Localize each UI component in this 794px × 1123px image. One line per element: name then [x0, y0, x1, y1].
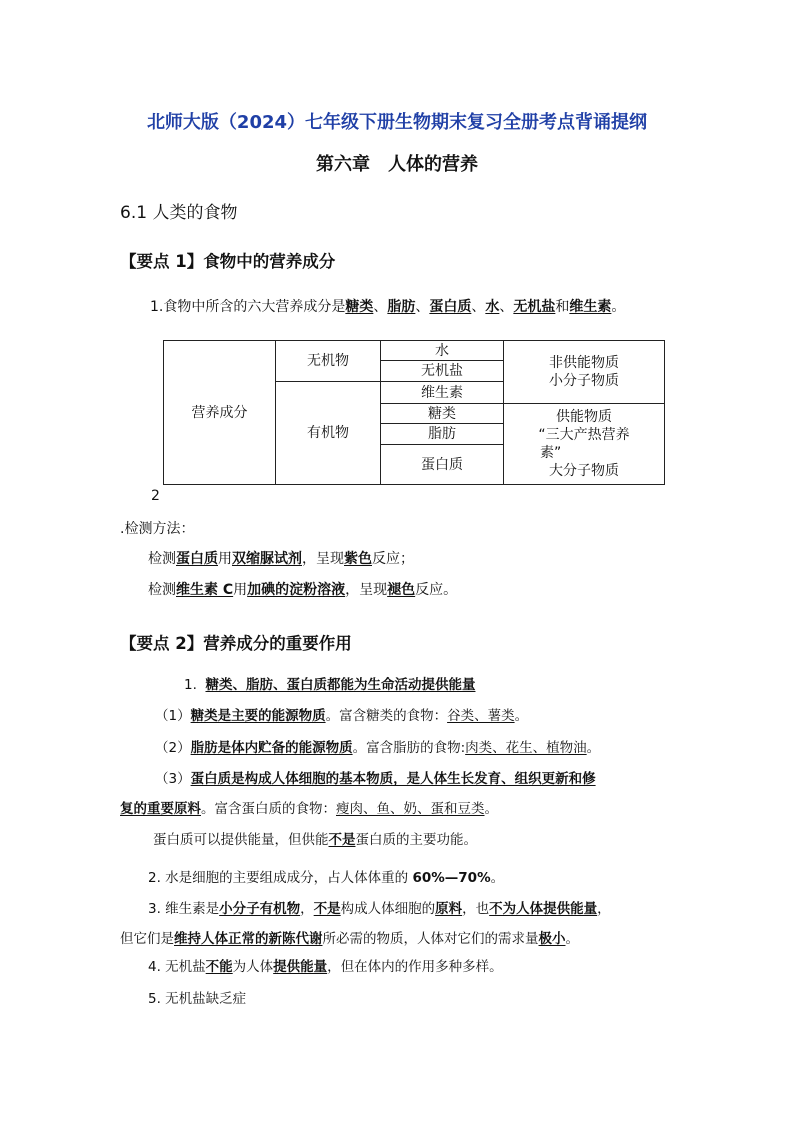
- list-number: （3）: [155, 771, 191, 787]
- cell-carbs: 糖类: [381, 404, 504, 424]
- water-line: [148, 866, 504, 886]
- fats-foods: 肉类、花生、植物油: [465, 740, 587, 756]
- not-term: 不是: [313, 901, 341, 917]
- list-number: （2）: [155, 740, 191, 756]
- protein-role: 蛋白质是构成人体细胞的基本物质，是人体生长发育、组织更新和修: [190, 771, 596, 787]
- text: 。: [565, 931, 579, 947]
- not-term: 不是: [328, 832, 356, 848]
- energy-nutrients-text: 糖类、脂肪、蛋白质都能为生命活动提供能量: [205, 677, 476, 693]
- text: 。: [586, 740, 601, 756]
- text: 。: [490, 870, 505, 886]
- nutrient-vitamins: 维生素: [569, 299, 612, 315]
- text: 用: [233, 582, 248, 598]
- key-point-2-heading: 【要点 2】营养成分的重要作用: [120, 634, 352, 653]
- separator: 、: [415, 299, 430, 315]
- cell-energy: [504, 404, 665, 485]
- provide-energy-term: 提供能量: [273, 959, 328, 975]
- text: 为人体: [232, 959, 274, 975]
- text: 反应。: [415, 582, 458, 598]
- text: 检测: [148, 582, 176, 598]
- text: 构成人体细胞的: [340, 901, 436, 917]
- energy-label: 供能物质: [556, 409, 612, 425]
- nutrition-table: [163, 340, 665, 485]
- vitamins-line-cont: [120, 927, 579, 947]
- nutrient-fats: 脂肪: [387, 299, 416, 315]
- text: 。: [484, 801, 498, 817]
- text: 。富含糖类的食物：: [325, 708, 448, 724]
- large-molecule-label: 大分子物质: [549, 463, 619, 479]
- very-small-term: 极小: [538, 931, 566, 947]
- cell-root: 营养成分: [164, 341, 276, 485]
- document-title: 北师大版（2024）七年级下册生物期末复习全册考点背诵提纲: [146, 112, 648, 133]
- text: 用: [218, 551, 232, 567]
- separator: 、: [471, 299, 486, 315]
- raw-material-term: 原料: [435, 901, 463, 917]
- list-number: （1）: [155, 708, 191, 724]
- fade-term: 褪色: [387, 582, 416, 598]
- vitamins-line: [148, 897, 611, 917]
- nutrients-sentence: [150, 296, 625, 316]
- text: 但它们是: [120, 931, 174, 947]
- text: ，但在体内的作用多种多样。: [327, 959, 503, 975]
- biuret-reagent-term: 双缩脲试剂: [232, 551, 302, 567]
- cell-protein: 蛋白质: [381, 445, 504, 485]
- small-molecule-label: 小分子物质: [549, 373, 619, 389]
- text: 。富含蛋白质的食物：: [201, 801, 336, 817]
- text: 2. 水是细胞的主要组成成分，占人体体重的: [148, 870, 413, 886]
- energy-nutrients-line: [184, 673, 475, 693]
- cell-organic: 有机物: [276, 382, 381, 485]
- list-number: 1.: [184, 677, 197, 693]
- protein-note: [153, 828, 477, 848]
- mineral-deficiency-heading: 5. 无机盐缺乏症: [148, 991, 247, 1007]
- protein-foods: 瘦肉、鱼、奶、蛋和豆类: [336, 801, 485, 817]
- text: 蛋白质可以提供能量，但供能: [153, 832, 329, 848]
- text: 。: [514, 708, 529, 724]
- protein-line: [155, 767, 596, 787]
- key-point-1-heading: 【要点 1】食物中的营养成分: [120, 252, 336, 271]
- detection-method-label: .检测方法：: [120, 521, 195, 537]
- small-organic-term: 小分子有机物: [219, 901, 301, 917]
- carbs-foods: 谷类、薯类: [447, 708, 515, 724]
- separator: 、: [499, 299, 514, 315]
- nutrient-carbs: 糖类: [345, 299, 374, 315]
- section-heading: 6.1 人类的食物: [120, 203, 238, 223]
- nutrient-minerals: 无机盐: [513, 299, 556, 315]
- iodine-starch-term: 加碘的淀粉溶液: [247, 582, 346, 598]
- fats-line: [155, 736, 600, 756]
- nutrients-prefix: 1.食物中所含的六大营养成分是: [150, 299, 346, 315]
- cell-water: 水: [381, 341, 504, 361]
- item-2-number: 2: [151, 488, 160, 504]
- cell-inorganic: 无机物: [276, 341, 381, 382]
- vitamin-c-term: 维生素 C: [176, 582, 234, 598]
- text: 蛋白质的主要功能。: [355, 832, 477, 848]
- text: ，呈现: [345, 582, 388, 598]
- purple-term: 紫色: [344, 551, 372, 567]
- text: ，也: [462, 901, 490, 917]
- text: ，呈现: [302, 551, 344, 567]
- text: 3. 维生素是: [148, 901, 220, 917]
- conjunction: 和: [555, 299, 570, 315]
- metabolism-term: 维持人体正常的新陈代谢: [174, 931, 323, 947]
- macro-nutrient-label: “三大产热营养: [538, 427, 630, 443]
- text: ，: [300, 901, 314, 917]
- fats-role: 脂肪是体内贮备的能源物质: [190, 740, 353, 756]
- cell-minerals: 无机盐: [381, 361, 504, 382]
- text: ，: [597, 901, 611, 917]
- protein-role-cont: 复的重要原料: [120, 801, 201, 817]
- text: 检测: [148, 551, 176, 567]
- cell-nonenergy: [504, 341, 665, 404]
- nonenergy-label: 非供能物质: [549, 355, 619, 371]
- separator: 、: [373, 299, 388, 315]
- cell-fats: 脂肪: [381, 424, 504, 445]
- period: 。: [611, 299, 626, 315]
- text: 所必需的物质，人体对它们的需求量: [322, 931, 539, 947]
- detection-vitamin-c: [148, 579, 457, 599]
- nutrient-protein: 蛋白质: [429, 299, 472, 315]
- chapter-title: 第六章 人体的营养: [316, 154, 478, 175]
- text: 4. 无机盐: [148, 959, 206, 975]
- protein-term: 蛋白质: [176, 551, 218, 567]
- cell-vitamins: 维生素: [381, 382, 504, 404]
- text: 。富含脂肪的食物:: [352, 740, 466, 756]
- no-energy-term: 不为人体提供能量: [489, 901, 598, 917]
- water-percentage: 60%—70%: [412, 870, 491, 886]
- protein-line-cont: [120, 797, 498, 817]
- carbs-role: 糖类是主要的能源物质: [190, 708, 326, 724]
- minerals-line: [148, 955, 503, 975]
- cannot-term: 不能: [205, 959, 233, 975]
- nutrient-water: 水: [485, 299, 500, 315]
- carbs-line: [155, 704, 528, 724]
- macro-nutrient-label-cont: 素”: [540, 445, 562, 461]
- text: 反应；: [372, 551, 414, 567]
- detection-protein: [148, 548, 414, 568]
